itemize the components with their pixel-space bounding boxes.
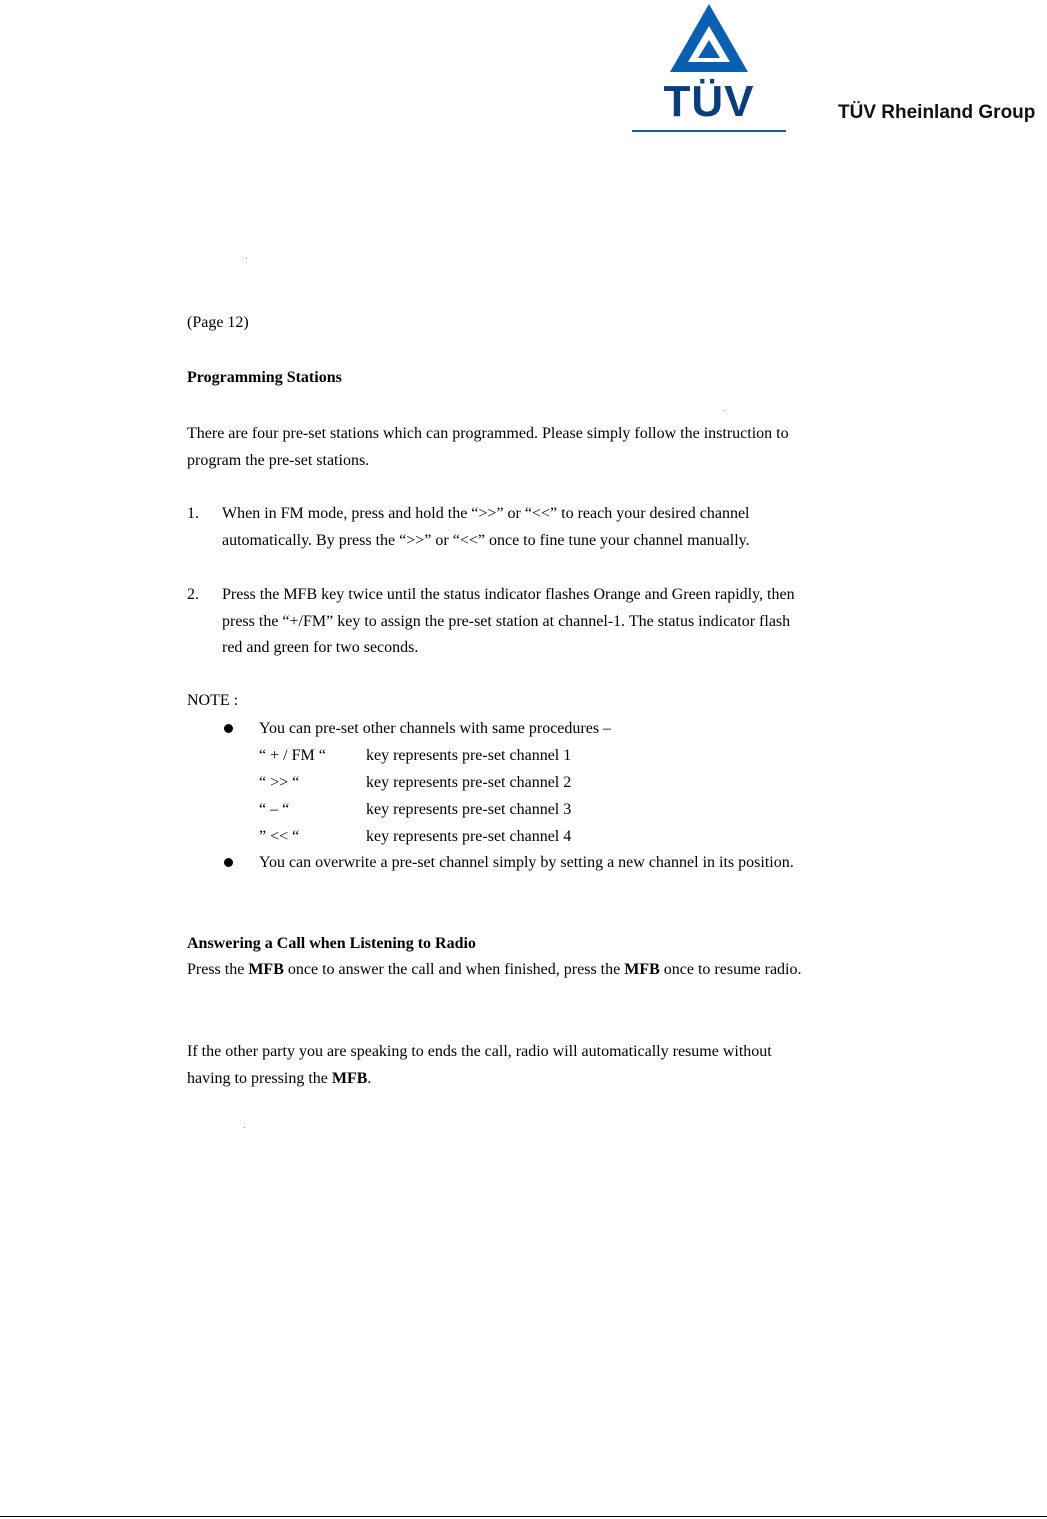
text-run: . (367, 1069, 372, 1087)
key-name: “ – “ (259, 801, 290, 818)
step-number: 1. (187, 505, 199, 522)
text-run: once to answer the call and when finished, press the (283, 961, 625, 978)
page-reference: (Page 12) (187, 314, 249, 331)
section-heading-answering: Answering a Call when Listening to Radio (187, 935, 476, 952)
step-number: 2. (187, 586, 199, 603)
key-name: “ + / FM “ (259, 747, 326, 764)
mfb-term: MFB (331, 1069, 368, 1087)
triangle-logo-icon (668, 2, 750, 74)
answer-paragraph (187, 957, 807, 984)
text-run: Press the (187, 961, 249, 978)
mfb-term: MFB (248, 961, 284, 978)
bullet-icon (224, 724, 233, 733)
intro-paragraph: There are four pre-set stations which can programmed. Please simply follow the instruction to program the pre-set stations. (187, 425, 789, 469)
key-name: “ >> “ (259, 774, 300, 791)
tuv-wordmark: TÜV (663, 77, 755, 126)
step-text: When in FM mode, press and hold the “>>” or “<<” to reach your desired channel automatically. By press the “>>” or “<<” once to fine tune your channel manually. (222, 505, 750, 549)
scan-speck (244, 1127, 245, 1128)
scan-speck (723, 410, 724, 411)
key-description: key represents pre-set channel 4 (366, 828, 572, 845)
note-label: NOTE : (187, 692, 239, 709)
key-description: key represents pre-set channel 3 (366, 801, 572, 818)
key-description: key represents pre-set channel 2 (366, 774, 572, 791)
tuv-logo (630, 0, 788, 136)
step-text: Press the MFB key twice until the status indicator flashes Orange and Green rapidly, then press the “+/FM” key to assign the pre-set station at channel-1. The status indicator flash red and green for two seconds. (222, 586, 795, 656)
group-name: TÜV Rheinland Group (838, 102, 1036, 123)
text-run: If the other party you are speaking to ends the call, radio will automatically resume without having to pressing the (187, 1043, 772, 1087)
bullet-icon (224, 858, 233, 867)
key-description: key represents pre-set channel 1 (366, 747, 572, 764)
key-name: ” << “ (259, 828, 300, 845)
logo-underline (632, 130, 786, 132)
section-heading-programming: Programming Stations (187, 369, 342, 386)
note-bullet-text: You can pre-set other channels with same procedures – (259, 720, 612, 737)
bottom-rule (0, 1516, 1047, 1517)
text-run: once to resume radio. (659, 961, 802, 978)
scan-speck (246, 258, 247, 259)
mfb-term: MFB (624, 961, 660, 978)
note-bullet-text: You can overwrite a pre-set channel simply by setting a new channel in its position. (259, 854, 794, 871)
resume-paragraph (187, 1039, 807, 1092)
